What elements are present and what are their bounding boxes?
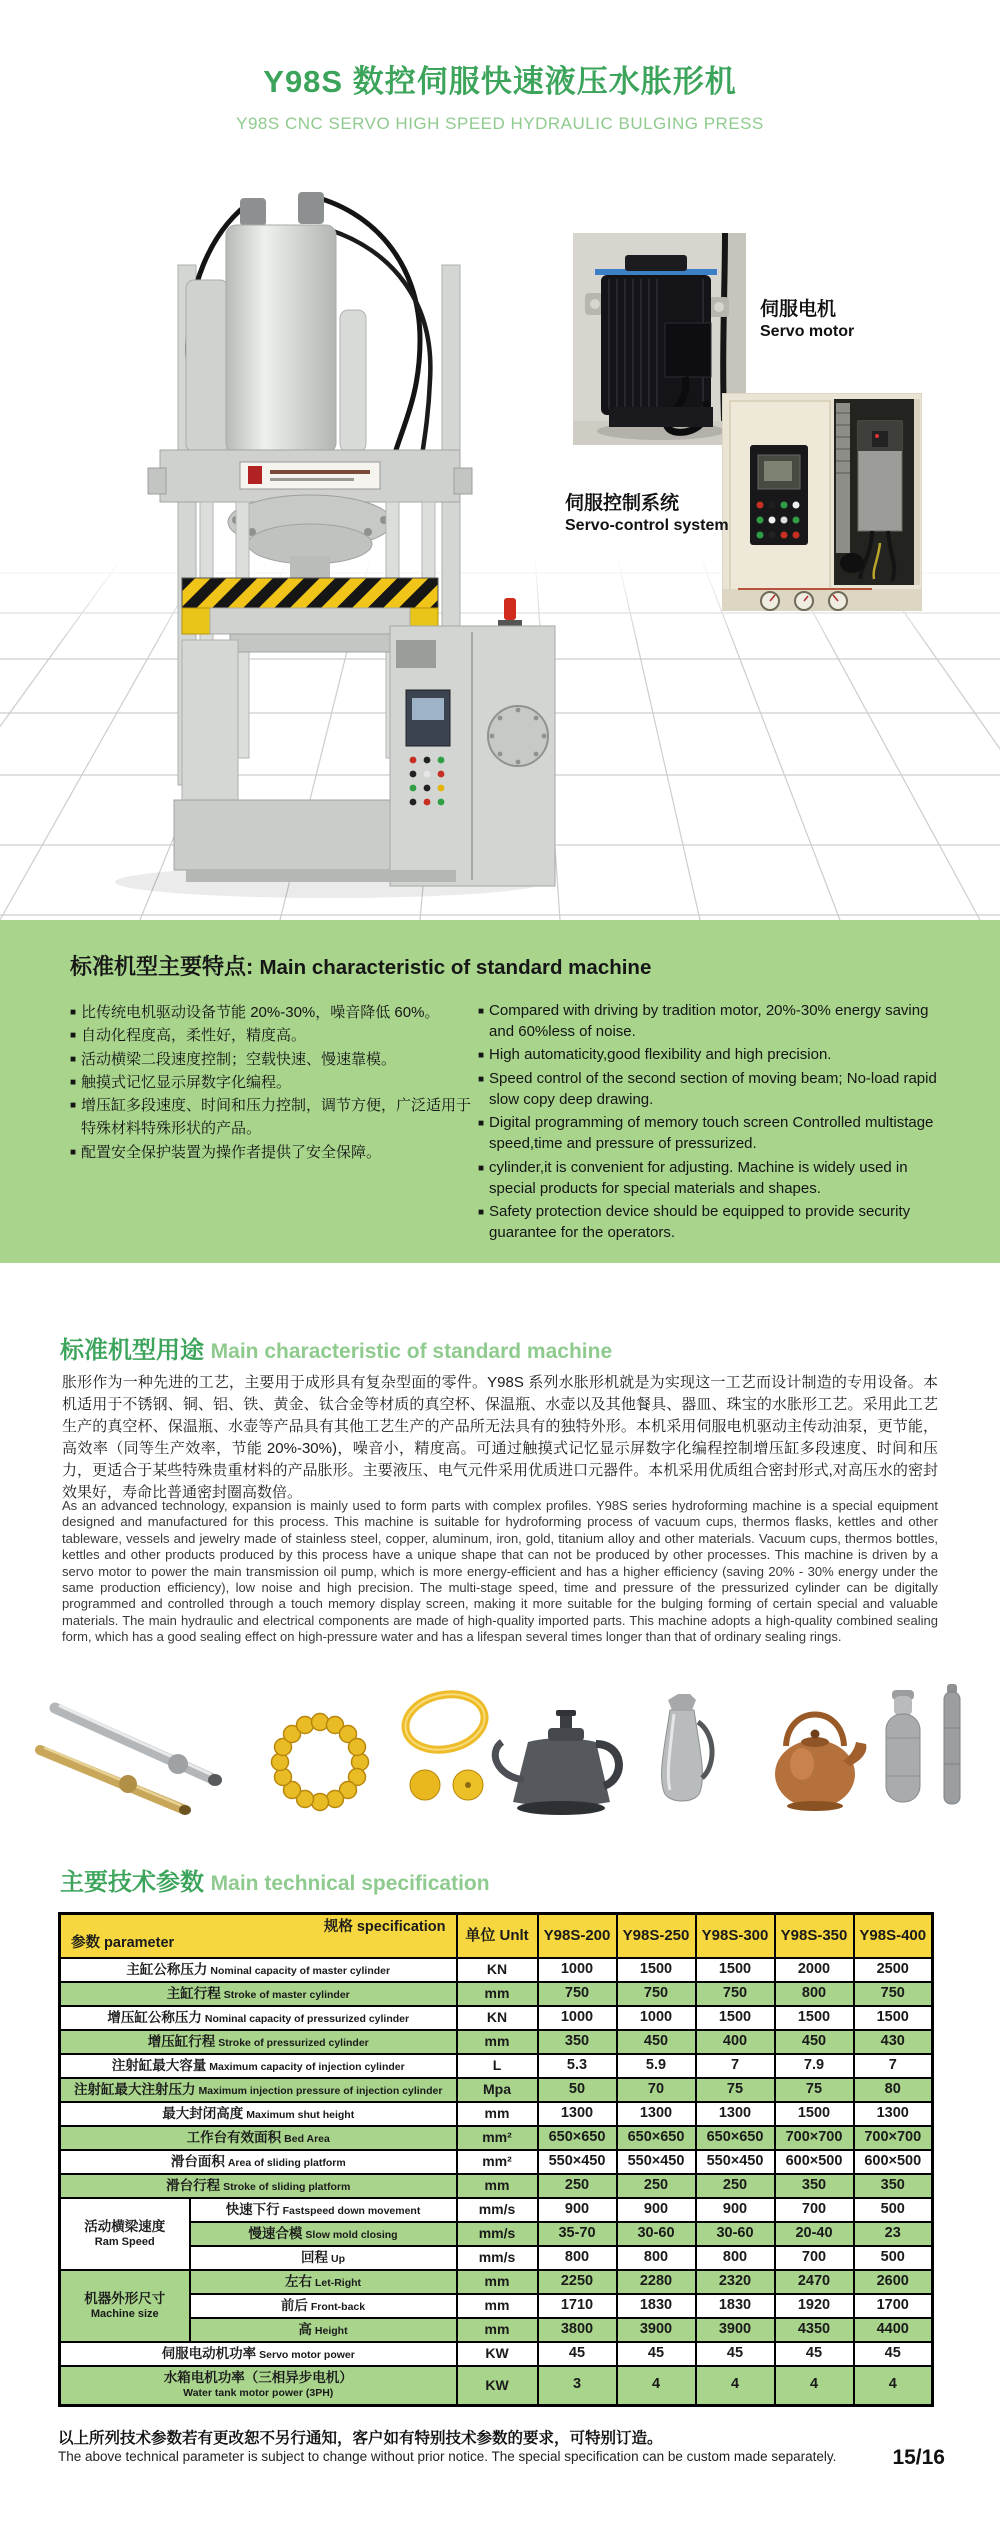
usage-paragraph-en: As an advanced technology, expansion is mainly used to form parts with complex profiles. Y98S series hydroforming machine is a special equipment designed and manufactured for this process. This machine is suitable for hydroforming process of vacuum cups, thermos flasks, kettles and other tableware, vessels and jewelry made of stainless steel, copper, aluminum, iron, gold, titanium alloy and other materials. Vacuum cups, thermos bottles, kettles and other products produced by this process have a unique shape that can not be produced by other processes. This machine is driven by a servo motor to power the main transmission oil pump, which is more energy-efficient and has a higher efficiency (saving 20% - 30% energy under the same production efficiency), low noise and high precision. The multi-stage speed, time and pressure of the pressurized cylinder can be digitally programmed and controlled through a touch memory display screen, making it more suitable for the bulging forming of certain special and valuable materials. The main hydraulic and electrical components are made of high-quality imported parts. This machine adopts a high-quality combined sealing form, which has a good sealing effect on high-pressure water and has a lifespan several times longer than that of ordinary sealing rings. (62, 1498, 938, 1645)
bullet-square-icon: ■ (478, 1074, 485, 1086)
copper-kettle-illustration (775, 1715, 866, 1812)
spec-value-cell: 750 (696, 1982, 775, 2006)
spec-value-cell: 1500 (775, 2102, 854, 2126)
features-heading (0, 920, 1000, 981)
spec-value-cell: 1500 (696, 2006, 775, 2030)
servo-control-label (565, 492, 729, 536)
spec-value-cell: 700×700 (854, 2126, 933, 2150)
feature-bullet: ■ 配置安全保护装置为操作者提供了安全保障。 (70, 1141, 478, 1164)
bullet-square-icon: ■ (70, 1076, 77, 1088)
spec-value-cell: 1000 (538, 2006, 617, 2030)
spec-value-cell: 4 (854, 2366, 933, 2406)
features-list-zh (70, 1001, 478, 1247)
spec-value-cell: 75 (775, 2078, 854, 2102)
spec-value-cell: 7 (696, 2054, 775, 2078)
spec-value-cell: 350 (775, 2174, 854, 2198)
spec-value-cell: 20-40 (775, 2222, 854, 2246)
gray-kettle-illustration (495, 1710, 619, 1815)
feature-bullet: ■ Speed control of the second section of moving beam; No-load rapid slow copy deep drawing. (478, 1069, 938, 1110)
spec-row (60, 2078, 933, 2102)
spec-value-cell: 900 (538, 2198, 617, 2222)
spec-value-cell: 1300 (538, 2102, 617, 2126)
gold-bangle-and-beads-illustration (400, 1687, 489, 1800)
spec-value-cell: 450 (775, 2030, 854, 2054)
spec-value-cell: 800 (775, 1982, 854, 2006)
feature-bullet: ■ High automaticity,good flexibility and high precision. (478, 1045, 938, 1066)
spec-corner-cell: 规格 specification 参数 parameter (60, 1914, 457, 1958)
spec-value-cell: 2280 (617, 2270, 696, 2294)
features-section (0, 920, 1000, 1263)
model-column-header: Y98S-200 (538, 1914, 617, 1958)
footer-note-en: The above technical parameter is subject to change without prior notice. The special specification can be custom made separately. (58, 2449, 837, 2464)
spec-row (60, 2030, 933, 2054)
spec-table (58, 1912, 934, 2407)
spec-value-cell: 4 (696, 2366, 775, 2406)
spec-value-cell: 70 (617, 2078, 696, 2102)
spec-value-cell: 350 (854, 2174, 933, 2198)
feature-bullet: ■ 自动化程度高，柔性好，精度高。 (70, 1024, 478, 1047)
spec-unit-cell: mm² (457, 2150, 538, 2174)
spec-parameter-cell: 主缸行程 Stroke of master cylinder (60, 1982, 457, 2006)
spec-row (60, 2198, 933, 2222)
steel-cylinders-illustration (886, 1684, 960, 1804)
spec-value-cell: 250 (696, 2174, 775, 2198)
spec-value-cell: 45 (538, 2342, 617, 2366)
spec-parameter-cell: 滑台面积 Area of sliding platform (60, 2150, 457, 2174)
spec-value-cell: 750 (617, 1982, 696, 2006)
spec-group-cell: 机器外形尺寸 Machine size (60, 2270, 190, 2342)
spec-parameter-cell: 滑台行程 Stroke of sliding platform (60, 2174, 457, 2198)
servo-motor-label-en: Servo motor (760, 322, 855, 340)
spec-row (60, 2054, 933, 2078)
spec-group-cell: 活动横梁速度 Ram Speed (60, 2198, 190, 2270)
spec-value-cell: 2250 (538, 2270, 617, 2294)
spec-value-cell: 45 (775, 2342, 854, 2366)
spec-value-cell: 700 (775, 2198, 854, 2222)
hydraulic-press-photo (90, 170, 570, 910)
spec-parameter-cell: 水箱电机功率（三相异步电机） Water tank motor power (3PH) (60, 2366, 457, 2406)
spec-row (60, 2102, 933, 2126)
spec-value-cell: 600×500 (775, 2150, 854, 2174)
spec-value-cell: 900 (696, 2198, 775, 2222)
spec-row (60, 2366, 933, 2406)
product-samples-photo (0, 1680, 1000, 1820)
spec-row (60, 2222, 933, 2246)
spec-parameter-cell: 增压缸行程 Stroke of pressurized cylinder (60, 2030, 457, 2054)
bullet-square-icon: ■ (478, 1050, 485, 1062)
spec-parameter-cell: 前后 Front-back (190, 2294, 457, 2318)
features-heading-en: Main characteristic of standard machine (259, 956, 652, 979)
spec-value-cell: 1920 (775, 2294, 854, 2318)
spec-value-cell: 45 (696, 2342, 775, 2366)
gold-bracelet-illustration (272, 1714, 369, 1811)
servo-control-photo (722, 393, 922, 611)
spec-parameter-cell: 注射缸最大注射压力 Maximum injection pressure of injection cylinder (60, 2078, 457, 2102)
hero-section (0, 140, 1000, 920)
spec-value-cell: 4 (617, 2366, 696, 2406)
feature-bullet: ■ 触摸式记忆显示屏数字化编程。 (70, 1071, 478, 1094)
spec-value-cell: 3 (538, 2366, 617, 2406)
spec-parameter-cell: 伺服电动机功率 Servo motor power (60, 2342, 457, 2366)
spec-value-cell: 1710 (538, 2294, 617, 2318)
spec-value-cell: 2600 (854, 2270, 933, 2294)
usage-paragraph-zh: 胀形作为一种先进的工艺，主要用于成形具有复杂型面的零件。Y98S 系列水胀形机就是为实现这一工艺而设计制造的专用设备。本机适用于不锈钢、铜、铝、铁、黄金、钛合金等材质的真空杯、保温瓶、水壶以及其他餐具、器皿、珠宝的水胀形工艺。采用此工艺生产的真空杯、保温瓶、水壶等产品具有其他工艺生产的产品所无法具有的独特外形。本机采用伺服电机驱动主传动油泵，更节能，高效率（同等生产效率，节能 20%-30%)，噪音小，精度高。可通过触摸式记忆显示屏数字化编程控制增压缸多段速度、时间和压力，更适合于某些特殊贵重材料的产品胀形。主要液压、电气元件采用优质进口元器件。本机采用优质组合密封形式,对高压水的密封效果好，寿命比普通密封圈高数倍。 (62, 1374, 938, 1501)
spec-parameter-cell: 高 Height (190, 2318, 457, 2342)
spec-unit-cell: KW (457, 2342, 538, 2366)
footer-note-zh: 以上所列技术参数若有更改恕不另行通知，客户如有特别技术参数的要求，可特别订造。 (58, 2430, 663, 2447)
spec-unit-cell: L (457, 2054, 538, 2078)
spec-unit-cell: KN (457, 2006, 538, 2030)
spec-unit-cell: mm/s (457, 2246, 538, 2270)
bullet-square-icon: ■ (70, 1146, 77, 1158)
spec-value-cell: 800 (538, 2246, 617, 2270)
spec-value-cell: 250 (617, 2174, 696, 2198)
feature-bullet: ■ Safety protection device should be equipped to provide security guarantee for the operators. (478, 1202, 938, 1243)
spec-value-cell: 50 (538, 2078, 617, 2102)
servo-motor-label-zh: 伺服电机 (760, 299, 837, 320)
spec-parameter-cell: 左右 Let-Right (190, 2270, 457, 2294)
spec-value-cell: 650×650 (538, 2126, 617, 2150)
bullet-square-icon: ■ (478, 1162, 485, 1174)
servo-control-label-en: Servo-control system (565, 516, 729, 534)
spec-unit-cell: mm (457, 2102, 538, 2126)
spec-value-cell: 550×450 (696, 2150, 775, 2174)
bullet-square-icon: ■ (70, 1030, 77, 1042)
spec-value-cell: 3900 (617, 2318, 696, 2342)
spec-value-cell: 1500 (696, 1958, 775, 1982)
spec-value-cell: 1000 (617, 2006, 696, 2030)
bullet-square-icon: ■ (70, 1053, 77, 1065)
spec-parameter-cell: 回程 Up (190, 2246, 457, 2270)
usage-heading-zh: 标准机型用途 (60, 1337, 204, 1364)
spec-value-cell: 250 (538, 2174, 617, 2198)
spec-unit-cell: mm/s (457, 2198, 538, 2222)
model-column-header: Y98S-250 (617, 1914, 696, 1958)
spec-row (60, 2246, 933, 2270)
spec-value-cell: 1000 (538, 1958, 617, 1982)
feature-bullet: ■ 活动横梁二段速度控制；空载快速、慢速靠模。 (70, 1048, 478, 1071)
spec-value-cell: 75 (696, 2078, 775, 2102)
spec-row (60, 2126, 933, 2150)
spec-value-cell: 800 (696, 2246, 775, 2270)
spec-value-cell: 650×650 (696, 2126, 775, 2150)
feature-bullet: ■ Digital programming of memory touch screen Controlled multistage speed,time and pressure of pressurized. (478, 1113, 938, 1154)
spec-unit-cell: mm/s (457, 2222, 538, 2246)
spec-value-cell: 80 (854, 2078, 933, 2102)
unit-column-header: 单位 Unlt (457, 1914, 538, 1958)
usage-heading (60, 1330, 612, 1365)
spec-unit-cell: mm (457, 2030, 538, 2054)
spec-value-cell: 1300 (854, 2102, 933, 2126)
spec-value-cell: 4400 (854, 2318, 933, 2342)
spec-unit-cell: KW (457, 2366, 538, 2406)
spec-value-cell: 2500 (854, 1958, 933, 1982)
spec-row (60, 1958, 933, 1982)
bullet-square-icon: ■ (478, 1207, 485, 1219)
spec-row (60, 2174, 933, 2198)
spec-row (60, 1982, 933, 2006)
spec-row (60, 2294, 933, 2318)
spec-row (60, 2150, 933, 2174)
page-number: 15/16 (892, 2446, 945, 2469)
features-list-en (478, 1001, 938, 1247)
spec-value-cell: 30-60 (617, 2222, 696, 2246)
steel-jug-illustration (662, 1694, 713, 1801)
spec-parameter-cell: 主缸公称压力 Nominal capacity of master cylinder (60, 1958, 457, 1982)
spec-value-cell: 550×450 (538, 2150, 617, 2174)
spec-value-cell: 750 (538, 1982, 617, 2006)
spec-unit-cell: mm (457, 1982, 538, 2006)
spec-value-cell: 750 (854, 1982, 933, 2006)
spec-value-cell: 4350 (775, 2318, 854, 2342)
spec-value-cell: 7.9 (775, 2054, 854, 2078)
feature-bullet: ■ Compared with driving by tradition motor, 20%-30% energy saving and 60%less of noise. (478, 1001, 938, 1042)
spec-value-cell: 45 (617, 2342, 696, 2366)
spec-value-cell: 45 (854, 2342, 933, 2366)
spec-unit-cell: mm (457, 2318, 538, 2342)
spec-value-cell: 350 (538, 2030, 617, 2054)
bullet-square-icon: ■ (70, 1100, 77, 1111)
servo-motor-photo (573, 233, 746, 445)
spec-value-cell: 2320 (696, 2270, 775, 2294)
spec-value-cell: 450 (617, 2030, 696, 2054)
spec-unit-cell: mm² (457, 2126, 538, 2150)
metal-tubes-illustration (40, 1706, 222, 1815)
spec-parameter-cell: 最大封闭高度 Maximum shut height (60, 2102, 457, 2126)
feature-bullet: ■ 增压缸多段速度、时间和压力控制，调节方便，广泛适用于特殊材料特殊形状的产品。 (70, 1094, 478, 1141)
spec-value-cell: 23 (854, 2222, 933, 2246)
spec-row (60, 2006, 933, 2030)
spec-unit-cell: mm (457, 2294, 538, 2318)
spec-heading-en: Main technical specification (210, 1872, 490, 1895)
bullet-square-icon: ■ (478, 1006, 485, 1017)
spec-value-cell: 2470 (775, 2270, 854, 2294)
spec-value-cell: 430 (854, 2030, 933, 2054)
spec-value-cell: 600×500 (854, 2150, 933, 2174)
spec-value-cell: 400 (696, 2030, 775, 2054)
model-column-header: Y98S-350 (775, 1914, 854, 1958)
spec-header-row (60, 1914, 933, 1958)
spec-value-cell: 500 (854, 2246, 933, 2270)
spec-unit-cell: mm (457, 2174, 538, 2198)
feature-bullet: ■ cylinder,it is convenient for adjusting. Machine is widely used in special products for special materials and shapes. (478, 1158, 938, 1199)
spec-value-cell: 1500 (854, 2006, 933, 2030)
spec-parameter-cell: 增压缸公称压力 Nominal capacity of pressurized cylinder (60, 2006, 457, 2030)
spec-value-cell: 1500 (617, 1958, 696, 1982)
spec-value-cell: 1500 (775, 2006, 854, 2030)
spec-value-cell: 3800 (538, 2318, 617, 2342)
servo-motor-label (760, 298, 854, 342)
page-title: Y98S 数控伺服快速液压水胀形机 (263, 64, 737, 99)
spec-row (60, 2342, 933, 2366)
spec-value-cell: 550×450 (617, 2150, 696, 2174)
spec-value-cell: 500 (854, 2198, 933, 2222)
spec-value-cell: 1700 (854, 2294, 933, 2318)
spec-row (60, 2318, 933, 2342)
spec-value-cell: 1830 (696, 2294, 775, 2318)
spec-row (60, 2270, 933, 2294)
spec-value-cell: 7 (854, 2054, 933, 2078)
spec-value-cell: 5.9 (617, 2054, 696, 2078)
spec-unit-cell: Mpa (457, 2078, 538, 2102)
spec-parameter-cell: 慢速合模 Slow mold closing (190, 2222, 457, 2246)
spec-value-cell: 1830 (617, 2294, 696, 2318)
spec-value-cell: 700×700 (775, 2126, 854, 2150)
bullet-square-icon: ■ (478, 1118, 485, 1130)
spec-value-cell: 700 (775, 2246, 854, 2270)
model-column-header: Y98S-400 (854, 1914, 933, 1958)
feature-bullet: ■ 比传统电机驱动设备节能 20%-30%，噪音降低 60%。 (70, 1001, 478, 1024)
spec-unit-cell: mm (457, 2270, 538, 2294)
spec-parameter-cell: 工作台有效面积 Bed Area (60, 2126, 457, 2150)
spec-unit-cell: KN (457, 1958, 538, 1982)
servo-control-label-zh: 伺服控制系统 (565, 493, 680, 514)
spec-value-cell: 35-70 (538, 2222, 617, 2246)
spec-heading-zh: 主要技术参数 (60, 1869, 204, 1896)
model-column-header: Y98S-300 (696, 1914, 775, 1958)
features-heading-zh: 标准机型主要特点: (70, 954, 254, 979)
spec-value-cell: 800 (617, 2246, 696, 2270)
spec-value-cell: 2000 (775, 1958, 854, 1982)
spec-value-cell: 4 (775, 2366, 854, 2406)
bullet-square-icon: ■ (70, 1007, 77, 1018)
spec-value-cell: 650×650 (617, 2126, 696, 2150)
spec-value-cell: 30-60 (696, 2222, 775, 2246)
spec-value-cell: 5.3 (538, 2054, 617, 2078)
spec-value-cell: 3900 (696, 2318, 775, 2342)
usage-heading-en: Main characteristic of standard machine (210, 1340, 613, 1363)
spec-value-cell: 900 (617, 2198, 696, 2222)
spec-parameter-cell: 注射缸最大容量 Maximum capacity of injection cylinder (60, 2054, 457, 2078)
spec-value-cell: 1300 (696, 2102, 775, 2126)
spec-value-cell: 1300 (617, 2102, 696, 2126)
spec-parameter-cell: 快速下行 Fastspeed down movement (190, 2198, 457, 2222)
spec-heading (60, 1862, 490, 1897)
page-subtitle: Y98S CNC SERVO HIGH SPEED HYDRAULIC BULGING PRESS (236, 114, 764, 133)
